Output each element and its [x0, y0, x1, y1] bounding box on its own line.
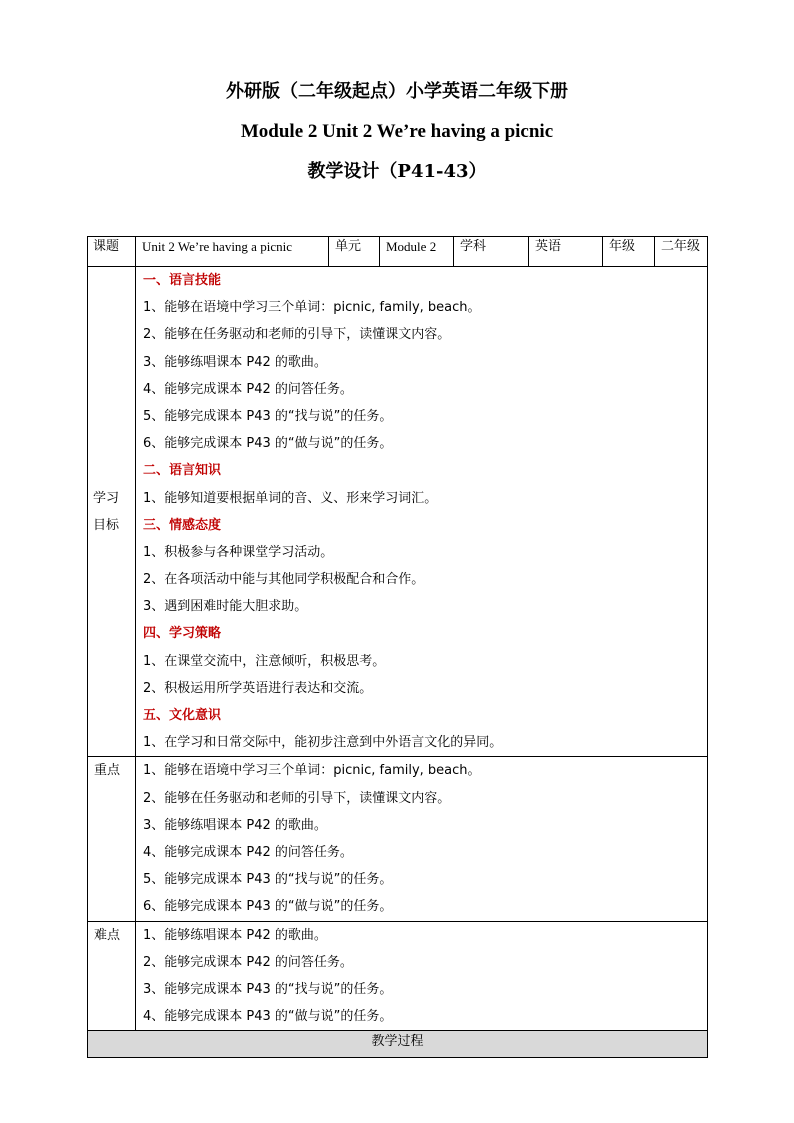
subject-label: 学科 [454, 237, 529, 267]
difficulty-line: 3、能够完成课本 P43 的“找与说”的任务。 [143, 981, 393, 997]
key-point-line: 4、能够完成课本 P42 的问答任务。 [143, 844, 353, 860]
objectives-line: 4、能够完成课本 P42 的问答任务。 [143, 381, 353, 397]
difficulties-label: 难点 [88, 921, 136, 1031]
objectives-line: 1、能够知道要根据单词的音、义、形来学习词汇。 [143, 490, 438, 506]
key-point-line: 5、能够完成课本 P43 的“找与说”的任务。 [143, 872, 393, 888]
grade-value: 二年级 [655, 237, 708, 267]
process-row [88, 1031, 708, 1058]
key-point-line: 2、能够在任务驱动和老师的引导下，读懂课文内容。 [143, 790, 451, 806]
difficulty-line: 4、能够完成课本 P43 的“做与说”的任务。 [143, 1009, 393, 1025]
document-title: 外研版（二年级起点）小学英语二年级下册 [226, 81, 568, 102]
objectives-line: 2、能够在任务驱动和老师的引导下，读懂课文内容。 [143, 327, 451, 343]
objectives-line: 1、在课堂交流中，注意倾听，积极思考。 [143, 653, 386, 669]
objectives-line: 2、积极运用所学英语进行表达和交流。 [143, 680, 373, 696]
objectives-line: 3、能够练唱课本 P42 的歌曲。 [143, 354, 327, 370]
difficulty-line: 2、能够完成课本 P42 的问答任务。 [143, 954, 353, 970]
objectives-content [136, 267, 708, 757]
document-title-block [0, 72, 794, 192]
objectives-line: 3、遇到困难时能大胆求助。 [143, 599, 308, 615]
objectives-section-heading: 三、情感态度 [143, 517, 222, 533]
lesson-plan-table [87, 236, 708, 1058]
topic-label: 课题 [88, 237, 136, 267]
key-points-content [136, 757, 708, 921]
document-subtitle: 教学设计（P41-43） [307, 161, 487, 182]
header-row [88, 237, 708, 267]
objectives-label-line1: 学习 [93, 490, 120, 506]
key-point-line: 6、能够完成课本 P43 的“做与说”的任务。 [143, 899, 393, 915]
difficulty-line: 1、能够练唱课本 P42 的歌曲。 [143, 927, 327, 943]
objectives-section-heading: 一、语言技能 [143, 273, 222, 288]
unit-label: 单元 [329, 237, 380, 267]
difficulties-row [88, 921, 708, 1031]
objectives-line: 1、积极参与各种课堂学习活动。 [143, 544, 334, 560]
objectives-line: 1、在学习和日常交际中，能初步注意到中外语言文化的异同。 [143, 735, 503, 751]
objectives-line: 1、能够在语境中学习三个单词：picnic, family, beach。 [143, 300, 481, 316]
lesson-title: Module 2 Unit 2 We’re having a picnic [240, 121, 554, 142]
key-point-line: 1、能够在语境中学习三个单词：picnic, family, beach。 [143, 763, 481, 779]
objectives-section-heading: 二、语言知识 [143, 463, 222, 479]
key-points-row [88, 757, 708, 921]
objectives-section-heading: 五、文化意识 [143, 708, 222, 723]
key-point-line: 3、能够练唱课本 P42 的歌曲。 [143, 817, 327, 833]
key-points-label: 重点 [88, 757, 136, 921]
process-label: 教学过程 [88, 1031, 708, 1058]
objectives-row [88, 267, 708, 757]
grade-label: 年级 [603, 237, 655, 267]
difficulties-content [136, 921, 708, 1031]
subject-value: 英语 [529, 237, 603, 267]
unit-value: Module 2 [380, 237, 454, 267]
objectives-label-line2: 目标 [93, 517, 120, 533]
objectives-line: 5、能够完成课本 P43 的“找与说”的任务。 [143, 408, 393, 424]
objectives-section-heading: 四、学习策略 [143, 626, 222, 642]
objectives-label [88, 267, 136, 757]
objectives-line: 2、在各项活动中能与其他同学积极配合和合作。 [143, 572, 425, 588]
objectives-line: 6、能够完成课本 P43 的“做与说”的任务。 [143, 436, 393, 452]
topic-value: Unit 2 We’re having a picnic [136, 237, 329, 267]
